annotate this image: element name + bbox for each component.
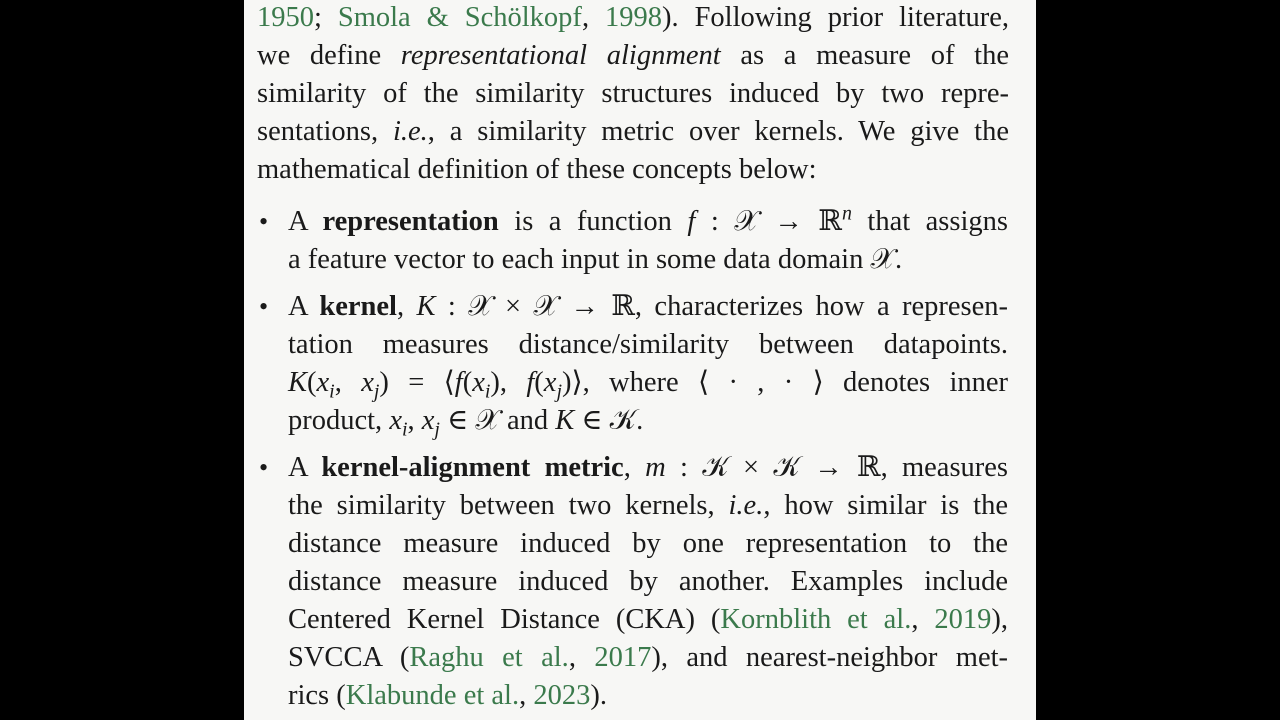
bullet-marker: • (259, 292, 269, 321)
math-symbol: K (288, 367, 308, 398)
math-symbol: x (389, 405, 402, 436)
text-run: : 𝒦 × 𝒦 → ℝ, measures (665, 452, 1009, 483)
subscript: i (329, 380, 335, 403)
text-run: , (911, 604, 935, 635)
text-run: )⟩, where ⟨ · , · ⟩ denotes inner (561, 367, 1009, 398)
text-run: , (581, 2, 606, 33)
bullet-marker: • (259, 453, 269, 482)
text-run: the similarity between two kernels, (288, 490, 729, 521)
emphasis: i.e. (392, 116, 428, 147)
math-symbol: x (421, 405, 435, 436)
bullet-metric-line-7 (288, 677, 607, 715)
text-run: we define (257, 40, 401, 71)
text-run: : 𝒳 → ℝ (695, 206, 842, 237)
text-line-3 (257, 75, 1009, 113)
text-run: product, (288, 405, 390, 436)
text-run: : 𝒳 × 𝒳 → ℝ, characterizes how a represen- (435, 291, 1008, 322)
citation-link[interactable]: Kornblith et al. (720, 604, 912, 635)
text-line-4 (257, 113, 1009, 151)
text-run: distance measure induced by another. Examples include (288, 566, 1008, 597)
text-run: ; (314, 2, 338, 33)
text-run: ( (462, 367, 473, 398)
text-run: as a measure of the (720, 40, 1009, 71)
math-symbol: x (543, 367, 557, 398)
text-run: sentations, (257, 116, 393, 147)
subscript: i (401, 418, 408, 441)
subscript: i (484, 380, 491, 403)
citation-link[interactable]: 2023 (533, 680, 591, 711)
superscript: n (841, 202, 852, 225)
text-run: a feature vector to each input in some data domain 𝒳. (288, 244, 903, 275)
text-run: ∈ 𝒳 and (439, 405, 556, 436)
text-run: , (623, 452, 646, 483)
text-run: is a function (498, 206, 688, 237)
bullet-marker: • (259, 207, 269, 236)
text-line-2 (257, 37, 1009, 75)
text-run: , (568, 642, 595, 673)
math-symbol: K (555, 405, 575, 436)
bold-term: representation (322, 206, 499, 237)
citation-link[interactable]: Klabunde et al. (345, 680, 520, 711)
text-run: , (519, 680, 534, 711)
citation-link[interactable]: Raghu et al. (409, 642, 569, 673)
math-symbol: x (472, 367, 485, 398)
math-symbol: m (645, 452, 666, 483)
citation-link[interactable]: 1998 (605, 2, 663, 33)
math-symbol: f (454, 367, 463, 398)
bullet-metric-line-4 (288, 563, 1008, 601)
bullet-kernel-line-1 (288, 288, 1008, 326)
text-run: , (407, 405, 422, 436)
text-line-1 (257, 0, 1009, 37)
bullet-metric-line-5 (288, 601, 1008, 639)
citation-link[interactable]: Smola & Schölkopf (337, 2, 582, 33)
math-symbol: x (361, 367, 374, 398)
emphasis: representational alignment (400, 40, 721, 71)
citation-link[interactable]: 2019 (934, 604, 992, 635)
math-symbol: K (416, 291, 436, 322)
math-symbol: f (526, 367, 535, 398)
text-run: ( (307, 367, 317, 398)
text-run: , a similarity metric over kernels. We give the (427, 116, 1009, 147)
bold-term: kernel-alignment metric (321, 452, 624, 483)
text-run: A (288, 206, 323, 237)
text-run: ( (534, 367, 544, 398)
text-run: similarity of the similarity structures induced by two repre- (257, 78, 1009, 109)
text-run: ), (490, 367, 527, 398)
text-run: that assigns (851, 206, 1008, 237)
subscript: j (556, 380, 562, 403)
bullet-metric-line-1 (288, 449, 1008, 487)
math-symbol: f (687, 206, 696, 237)
text-run: ). Following prior literature, (662, 2, 1010, 33)
bullet-representation-line-1 (288, 203, 1008, 241)
citation-link[interactable]: 2017 (594, 642, 652, 673)
text-run: ), and nearest-neighbor met- (651, 642, 1009, 673)
text-run: , (396, 291, 417, 322)
bullet-kernel-line-3 (288, 364, 1008, 402)
text-run: Centered Kernel Distance (CKA) ( (288, 604, 721, 635)
text-run: rics ( (288, 680, 346, 711)
text-run: , how similar is the (763, 490, 1008, 521)
text-run: A (288, 452, 322, 483)
bullet-kernel-line-2 (288, 326, 1008, 364)
emphasis: i.e. (728, 490, 764, 521)
bullet-metric-line-3 (288, 525, 1008, 563)
subscript: j (373, 380, 380, 403)
bullet-kernel-line-4 (288, 402, 643, 440)
citation-link[interactable]: 1950 (257, 2, 314, 33)
bullet-representation-line-2 (288, 241, 902, 279)
bullet-metric-line-6 (288, 639, 1008, 677)
text-run: SVCCA ( (288, 642, 410, 673)
text-run: ) = ⟨ (379, 367, 455, 398)
bold-term: kernel (319, 291, 397, 322)
text-run: ∈ 𝒦. (574, 405, 644, 436)
text-run: distance measure induced by one representation to the (288, 528, 1008, 559)
text-run: , (334, 367, 362, 398)
text-run: A (288, 291, 320, 322)
text-run: tation measures distance/similarity between datapoints. (288, 329, 1008, 360)
text-line-5 (257, 151, 817, 189)
subscript: j (434, 418, 440, 441)
document-page (244, 0, 1036, 720)
bullet-metric-line-2 (288, 487, 1008, 525)
text-run: ), (991, 604, 1009, 635)
math-symbol: x (316, 367, 330, 398)
text-run: mathematical definition of these concepts below: (257, 154, 817, 185)
text-run: ). (590, 680, 607, 711)
